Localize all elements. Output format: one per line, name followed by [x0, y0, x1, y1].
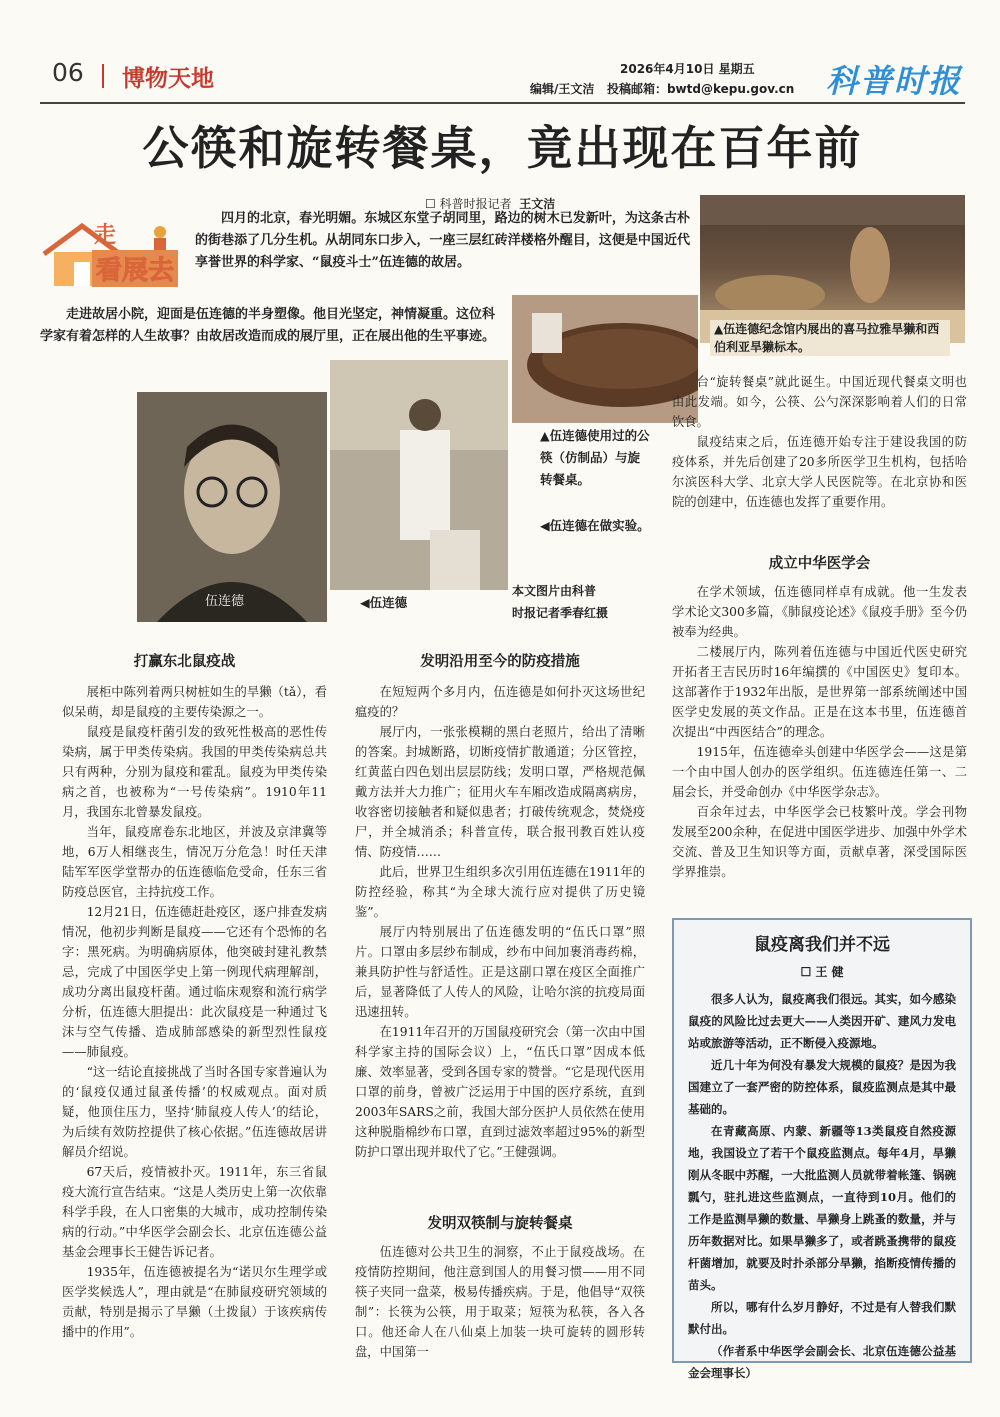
box-paragraph: 很多人认为，鼠疫离我们很远。其实，如今感染鼠疫的风险比过去更大——人类因开矿、建风力发电站或旅游等活动，正不断侵入疫源地。	[688, 992, 956, 1050]
section-2-paragraph: 展厅内，一张张模糊的黑白老照片，给出了清晰的答案。封城断路，切断疫情扩散通道；分区管控，红黄蓝白四色划出层层防线；发明口罩，严格规范佩戴方法并大力推广；征用火车车厢改造成隔离病房，收容密切接触者和疑似患者；打破传统观念，焚烧疫尸，并全城消杀；科普宣传，联合报刊教百姓认疫情、防疫情……	[355, 725, 645, 859]
section-4-paragraph: 二楼展厅内，陈列着伍连德与中国近代医史研究开拓者王吉民历时16年编撰的《中国医史》复印本。这部著作于1932年出版，是世界第一部系统阐述中国医学史发展的英文作品。正是在这本书里，伍连德首次提出“中西医结合”的理念。	[672, 645, 967, 739]
photo-credit: 本文图片由科普 时报记者季春红摄	[512, 584, 609, 620]
editor: 编辑/王文洁	[530, 82, 595, 96]
byline: ☐ 科普时报记者 王文洁	[425, 197, 556, 211]
box-paragraph: 在青藏高原、内蒙、新疆等13类鼠疫自然疫源地，我国设立了若干个鼠疫监测点。每年4月，旱獭刚从冬眠中苏醒，一大批监测人员就带着帐篷、锅碗瓢勺，驻扎进这些监测点，一直待到10月。他们的工作是监测旱獭的数量、旱獭身上跳蚤的数量，并与历年数据对比。如果旱獭多了，或者跳蚤携带的鼠疫杆菌增加，就要及时扑杀部分旱獭，掐断疫情传播的苗头。	[688, 1124, 956, 1292]
caption-table: ▲伍连德使用过的公筷（仿制品）与旋转餐桌。	[540, 428, 650, 487]
section-3-body	[355, 1242, 645, 1362]
header-rule	[40, 102, 965, 104]
section-4-paragraph: 百余年过去，中华医学会已枝繁叶茂。学会刊物发展至200余种，在促进中国医学进步、加强中外学术交流、普及卫生知识等方面，贡献卓著，深受国际医学界推崇。	[672, 805, 967, 879]
byline-name: 王文洁	[519, 197, 556, 211]
section-name: 博物天地	[122, 66, 214, 92]
intro-paragraph-2: 走进故居小院，迎面是伍连德的半身塑像。他目光坚定，神情凝重。这位科学家有着怎样的人生故事？由故居改造而成的展厅里，正在展出他的生平事迹。	[40, 307, 496, 344]
section-1-paragraph: 1935年，伍连德被提名为“诺贝尔生理学或医学奖候选人”，理由就是“在肺鼠疫研究领域的贡献，特别是揭示了旱獭（土拨鼠）于该疾病传播中的作用”。	[62, 1265, 327, 1339]
intro-paragraph-1: 四月的北京，春光明媚。东城区东堂子胡同里，路边的树木已发新叶，为这条古朴的街巷添了几分生机。从胡同东口步入，一座三层红砖洋楼格外醒目，这便是中国近代享誉世界的科学家、“鼠疫斗士”伍连德的故居。	[195, 211, 690, 270]
caption-portrait: ◀伍连德	[360, 595, 408, 610]
section-3-paragraph: 伍连德对公共卫生的洞察，不止于鼠疫战场。在疫情防控期间，他注意到国人的用餐习惯——用不同筷子夹同一盘菜，极易传播疾病。于是，他倡导“双筷制”：长筷为公筷，用于取菜；短筷为私筷，各入各口。他还命人在八仙桌上加装一块可旋转的圆形转盘，中国第一	[355, 1245, 645, 1359]
sidebar-box	[672, 918, 972, 1380]
portrait-signature: 伍连德	[205, 594, 245, 609]
section-2-body	[355, 682, 645, 1162]
section-4-body	[672, 582, 967, 882]
issue-date: 2026年4月10日 星期五	[620, 62, 755, 76]
box-paragraph: 所以，哪有什么岁月静好，不过是有人替我们默默付出。	[688, 1300, 956, 1336]
subheading-1: 打赢东北鼠疫战	[133, 654, 236, 670]
header-divider	[102, 64, 104, 88]
box-author: ☐ 王 健	[800, 965, 844, 979]
portrait-photo	[137, 392, 327, 622]
subheading-4: 成立中华医学会	[768, 556, 871, 572]
section-col3-body	[672, 372, 967, 512]
badge-bottom: 看展去	[92, 250, 178, 287]
section-1-paragraph: 鼠疫是鼠疫杆菌引发的致死性极高的恶性传染病，属于甲类传染病。我国的甲类传染病总共只有两种，分别为鼠疫和霍乱。鼠疫为甲类传染病之首，也被称为“一号传染病”。1910年11月，我国东北曾暴发鼠疫。	[62, 725, 327, 819]
box-footnote: （作者系中华医学会副会长、北京伍连德公益基金会理事长）	[688, 1344, 956, 1380]
box-paragraph: 近几十年为何没有暴发大规模的鼠疫？是因为我国建立了一套严密的防控体系，鼠疫监测点是其中最基础的。	[688, 1058, 956, 1116]
section-4-paragraph: 在学术领域，伍连德同样卓有成就。他一生发表学术论文300多篇，《肺鼠疫论述》《鼠疫手册》至今仍被奉为经典。	[672, 585, 967, 639]
section-1-paragraph: 67天后，疫情被扑灭。1911年，东三省鼠疫大流行宣告结束。“这是人类历史上第一次依靠科学手段，在人口密集的大城市，成功控制传染病的行动。”中华医学会副会长、北京伍连德公益基金会理事长王健告诉记者。	[62, 1165, 327, 1259]
col3-paragraph: 台“旋转餐桌”就此诞生。中国近现代餐桌文明也由此发端。如今，公筷、公勺深深影响着人们的日常饮食。	[672, 375, 967, 429]
section-2-paragraph: 展厅内特别展出了伍连德发明的“伍氏口罩”照片。口罩由多层纱布制成，纱布中间加裹消毒药棉，兼具防护性与舒适性。正是这副口罩在疫区全面推广后，显著降低了人传人的风险，让哈尔滨的抗疫局面迅速扭转。	[355, 925, 645, 1019]
box-body	[674, 980, 970, 1340]
box-title: 鼠疫离我们并不远	[754, 935, 890, 955]
section-2-paragraph: 在1911年召开的万国鼠疫研究会（第一次由中国科学家主持的国际会议）上，“伍氏口罩”因成本低廉、效率显著，受到各国专家的赞誉。“它是现代医用口罩的前身，曾被广泛运用于中国的医疗系统，直到2003年SARS之前，我国大部分医护人员依然在使用这种脱脂棉纱布口罩，直到过滤效率超过95%的新型防护口罩出现并取代了它。”王健强调。	[355, 1025, 645, 1159]
section-1-paragraph: 12月21日，伍连德赶赴疫区，逐户排查发病情况，他初步判断是鼠疫——它还有个恐怖的名字：黑死病。为明确病原体，他突破封建礼教禁忌，完成了中国医学史上第一例现代病理解剖，成功分离出鼠疫杆菌。通过临床观察和流行病学分析，伍连德大胆提出：此次鼠疫是一种通过飞沫与空气传播、造成肺部感染的新型烈性鼠疫——肺鼠疫。	[62, 905, 327, 1059]
section-4-paragraph: 1915年，伍连德牵头创建中华医学会——这是第一个由中国人创办的医学组织。伍连德连任第一、二届会长，并受命创办《中华医学杂志》。	[672, 745, 967, 799]
rotating-table-photo	[512, 295, 698, 423]
badge-top: 走	[94, 223, 117, 248]
laboratory-photo	[330, 360, 508, 590]
section-2-paragraph: 此后，世界卫生组织多次引用伍连德在1911年的防控经验，称其“为全球大流行应对提供了历史镜鉴”。	[355, 865, 645, 919]
section-2-paragraph: 在短短两个多月内，伍连德是如何扑灭这场世纪瘟疫的？	[355, 685, 645, 719]
caption-lab: ◀伍连德在做实验。	[540, 518, 650, 533]
headline: 公筷和旋转餐桌，竟出现在百年前	[142, 121, 863, 175]
page-number: 06	[52, 58, 84, 87]
col3-paragraph: 鼠疫结束之后，伍连德开始专注于建设我国的防疫体系，并先后创建了20多所医学卫生机构，包括哈尔滨医科大学、北京大学人民医院等。在北京协和医院的创建中，伍连德也发挥了重要作用。	[672, 435, 967, 509]
caption-specimen: ▲伍连德纪念馆内展出的喜马拉雅旱獭和西伯利亚旱獭标本。	[710, 320, 950, 356]
newspaper-logo: 科普时报	[826, 62, 963, 100]
section-1-body	[62, 682, 327, 1342]
section-1-paragraph: 展柜中陈列着两只树桩如生的旱獭（tǎ），看似呆萌，却是鼠疫的主要传染源之一。	[62, 685, 327, 719]
section-1-paragraph: 当年，鼠疫席卷东北地区，并波及京津冀等地，6万人相继丧生，情况万分危急！时任天津陆军军医学堂帮办的伍连德临危受命，任东三省防疫总医官，主持抗疫工作。	[62, 825, 327, 899]
editor-line	[530, 80, 794, 97]
email: 投稿邮箱：bwtd@kepu.gov.cn	[606, 82, 795, 96]
subheading-2: 发明沿用至今的防疫措施	[420, 654, 580, 670]
section-1-paragraph: “这一结论直接挑战了当时各国专家普遍认为的‘鼠疫仅通过鼠蚤传播’的权威观点。面对质疑，他顶住压力，坚持‘肺鼠疫人传人’的结论，为后续有效防控提供了核心依据。”伍连德故居讲解员介绍说。	[62, 1065, 327, 1159]
subheading-3: 发明双筷制与旋转餐桌	[427, 1216, 573, 1232]
